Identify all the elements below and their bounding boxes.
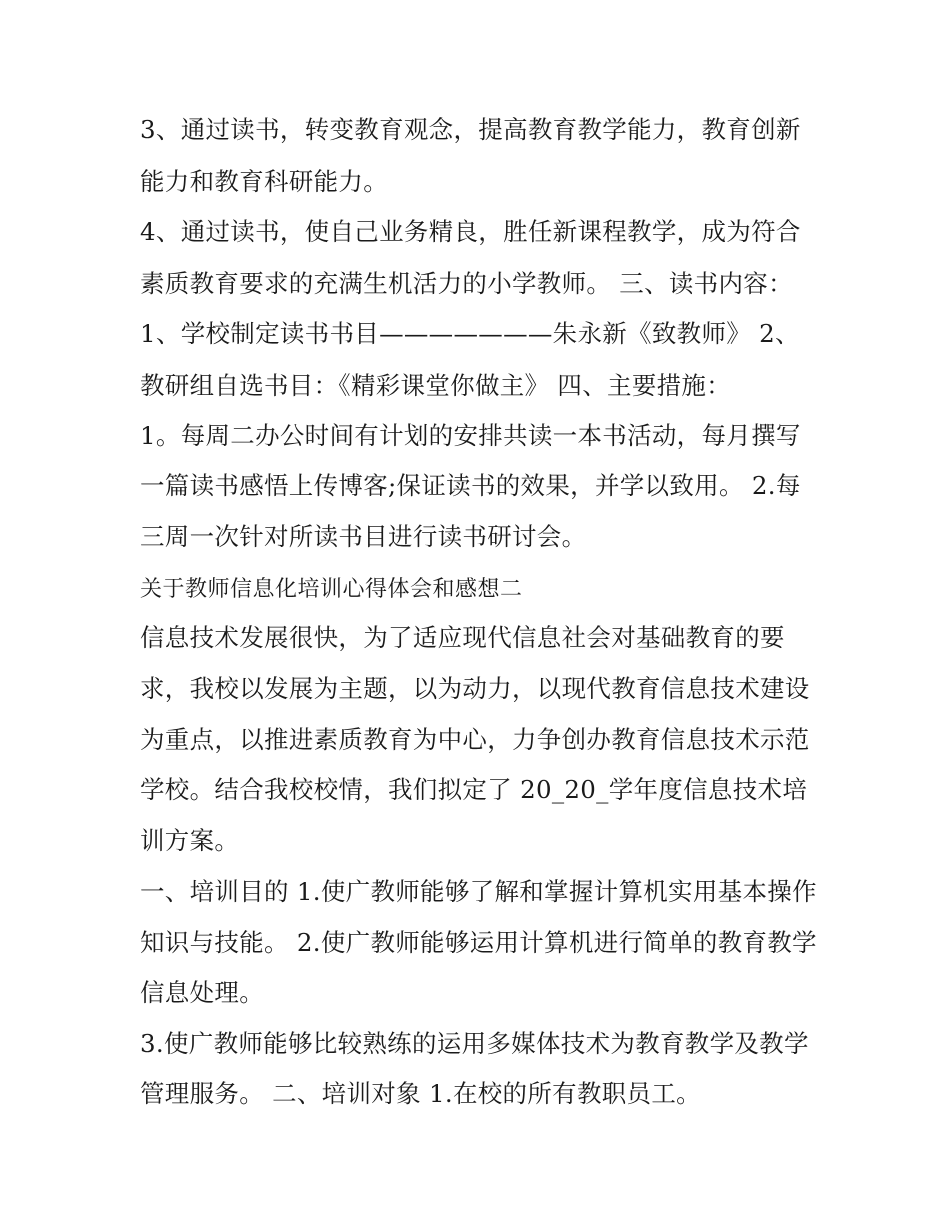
text-line: 4、通过读书，使自己业务精良，胜任新课程教学，成为符合 bbox=[140, 217, 801, 246]
text-line: 求，我校以发展为主题，以为动力，以现代教育信息技术建设 bbox=[140, 674, 810, 703]
text-line: 1、学校制定读书书目———————朱永新《致教师》 2、 bbox=[140, 319, 800, 348]
text-line: 学校。结合我校校情，我们拟定了 20_20_学年度信息技术培 bbox=[140, 775, 808, 804]
text-line: 信息处理。 bbox=[140, 978, 264, 1007]
text-line: 三周一次针对所读书目进行读书研讨会。 bbox=[140, 522, 587, 551]
text-line: 为重点，以推进素质教育为中心，力争创办教育信息技术示范 bbox=[140, 725, 810, 754]
text-line: 一篇读书感悟上传博客;保证读书的效果，并学以致用。 2.每 bbox=[140, 471, 801, 500]
text-line: 信息技术发展很快，为了适应现代信息社会对基础教育的要 bbox=[140, 623, 785, 652]
section-heading: 关于教师信息化培训心得体会和感想二 bbox=[140, 577, 523, 602]
text-line: 训方案。 bbox=[140, 826, 240, 855]
text-line: 1。每周二办公时间有计划的安排共读一本书活动，每月撰写 bbox=[140, 421, 801, 450]
text-line: 素质教育要求的充满生机活力的小学教师。 三、读书内容： bbox=[140, 269, 793, 298]
text-line: 一、培训目的 1.使广教师能够了解和掌握计算机实用基本操作 bbox=[140, 877, 817, 906]
text-line: 能力和教育科研能力。 bbox=[140, 167, 388, 196]
text-line: 知识与技能。 2.使广教师能够运用计算机进行简单的教育教学 bbox=[140, 928, 817, 957]
text-line: 教研组自选书目：《精彩课堂你做主》 四、主要措施： bbox=[140, 371, 732, 400]
text-line: 管理服务。 二、培训对象 1.在校的所有教职员工。 bbox=[140, 1079, 701, 1108]
text-line: 3.使广教师能够比较熟练的运用多媒体技术为教育教学及教学 bbox=[140, 1029, 809, 1058]
text-line: 3、通过读书，转变教育观念，提高教育教学能力，教育创新 bbox=[140, 115, 801, 144]
